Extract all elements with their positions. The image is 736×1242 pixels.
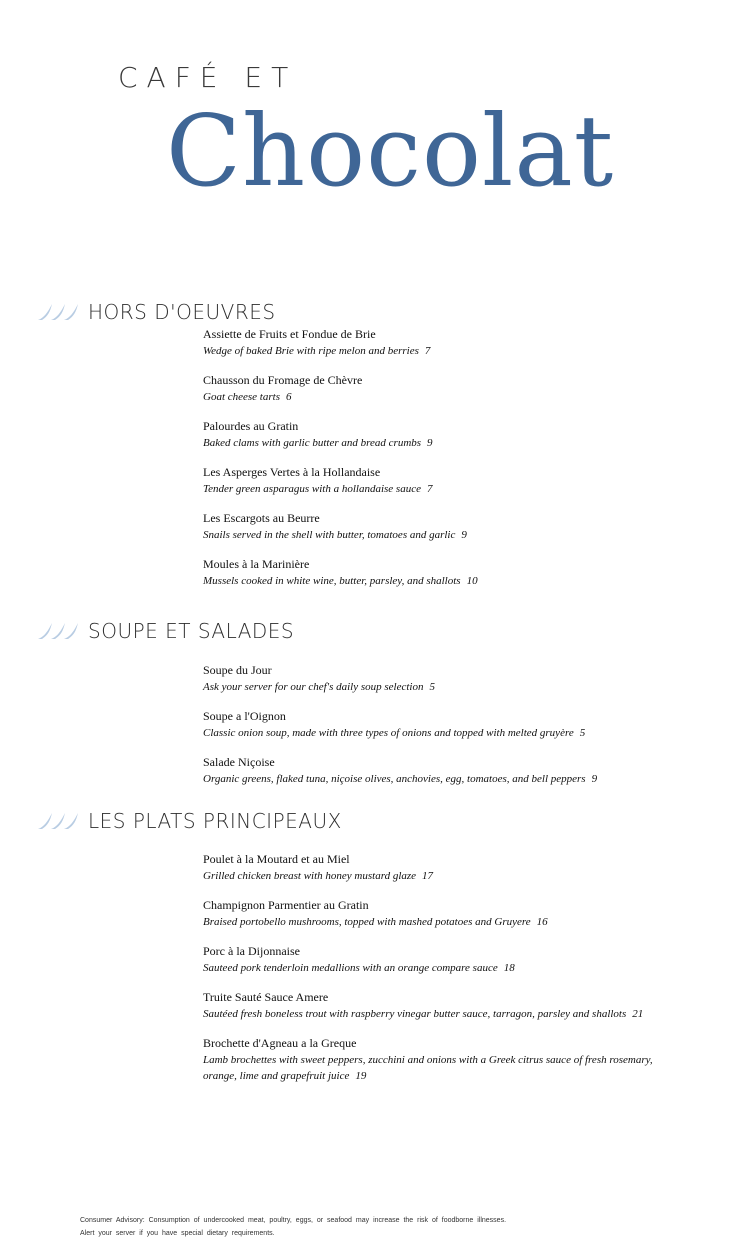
item-desc-text: Tender green asparagus with a hollandaise sauce: [203, 483, 421, 495]
item-price: 16: [536, 916, 548, 928]
menu-item: [203, 556, 673, 589]
item-desc-text: Organic greens, flaked tuna, niçoise olives, anchovies, egg, tomatoes, and bell peppers: [203, 773, 586, 785]
item-price: 18: [503, 962, 515, 974]
item-desc-text: Wedge of baked Brie with ripe melon and berries: [203, 345, 419, 357]
section-header: [36, 808, 716, 834]
section-header: [36, 618, 716, 644]
item-price: 6: [285, 391, 292, 403]
item-description: [203, 1052, 673, 1084]
section-items-les-plats-principeaux: [203, 851, 673, 1097]
item-description: [203, 481, 673, 497]
item-name: Soupe a l'Oignon: [203, 709, 286, 723]
item-name: Palourdes au Gratin: [203, 419, 299, 433]
section-title: HORS D'OEUVRES: [88, 300, 276, 324]
advisory-line-1: Consumer Advisory: Consumption of undercooked meat, poultry, eggs, or seafood may increase the risk of foodborne illnesses.: [80, 1217, 507, 1224]
item-desc-text: Grilled chicken breast with honey mustard glaze: [203, 870, 417, 882]
item-name: Champignon Parmentier au Gratin: [203, 898, 369, 912]
item-price: 9: [591, 773, 598, 785]
item-name: Moules à la Marinière: [203, 557, 310, 571]
item-name: Les Asperges Vertes à la Hollandaise: [203, 465, 381, 479]
item-description: [203, 914, 673, 930]
section-header: [36, 299, 716, 325]
item-name: Poulet à la Moutard et au Miel: [203, 852, 350, 866]
menu-item: [203, 989, 673, 1022]
item-description: [203, 725, 673, 741]
item-price: 17: [422, 870, 434, 882]
section-title: LES PLATS PRINCIPEAUX: [88, 809, 342, 833]
item-price: 7: [424, 345, 431, 357]
item-price: 5: [429, 681, 435, 693]
item-description: [203, 1006, 673, 1022]
wave-ornament-icon: [36, 621, 86, 641]
item-price: 21: [632, 1008, 644, 1020]
item-description: [203, 771, 673, 787]
menu-item: [203, 662, 673, 695]
item-price: 19: [355, 1070, 367, 1082]
menu-title: Chocolat: [166, 95, 615, 209]
section-items-soupe-et-salades: [203, 662, 673, 800]
item-desc-text: Sautéed fresh boneless trout with raspberry vinegar butter sauce, tarragon, parsley and shallots: [203, 1008, 627, 1020]
item-name: Assiette de Fruits et Fondue de Brie: [203, 327, 376, 341]
item-price: 9: [461, 529, 467, 541]
item-name: Truite Sauté Sauce Amere: [203, 990, 329, 1004]
item-description: [203, 343, 673, 359]
item-desc-text: Goat cheese tarts: [203, 391, 280, 403]
item-desc-text: Lamb brochettes with sweet peppers, zucchini and onions with a Greek citrus sauce of fresh rosemary, orange, lime and grapefruit juice: [203, 1054, 653, 1082]
wave-ornament-icon: [36, 811, 86, 831]
item-desc-text: Ask your server for our chef's daily soup selection: [203, 681, 424, 693]
section-items-hors-doeuvres: [203, 326, 673, 602]
menu-item: [203, 851, 673, 884]
menu-item: [203, 1035, 673, 1084]
item-description: [203, 868, 673, 884]
item-name: Brochette d'Agneau a la Greque: [203, 1036, 357, 1050]
menu-item: [203, 510, 673, 543]
item-name: Salade Niçoise: [203, 755, 275, 769]
item-price: 5: [579, 727, 586, 739]
item-desc-text: Baked clams with garlic butter and bread crumbs: [203, 437, 422, 449]
item-description: [203, 679, 673, 695]
menu-item: [203, 897, 673, 930]
consumer-advisory: [80, 1214, 506, 1240]
item-description: [203, 960, 673, 976]
item-description: [203, 573, 673, 589]
item-description: [203, 527, 673, 543]
menu-item: [203, 464, 673, 497]
section-hors-doeuvres: [36, 299, 716, 325]
item-name: Soupe du Jour: [203, 663, 272, 677]
menu-item: [203, 418, 673, 451]
item-desc-text: Snails served in the shell with butter, tomatoes and garlic: [203, 529, 456, 541]
item-name: Chausson du Fromage de Chèvre: [203, 373, 363, 387]
item-desc-text: Classic onion soup, made with three types of onions and topped with melted gruyère: [203, 727, 574, 739]
item-description: [203, 435, 673, 451]
section-title: SOUPE ET SALADES: [88, 619, 295, 643]
item-description: [203, 389, 673, 405]
section-les-plats-principeaux: [36, 808, 716, 834]
advisory-line-2: Alert your server if you have special dietary requirements.: [80, 1230, 275, 1237]
menu-item: [203, 943, 673, 976]
item-name: Les Escargots au Beurre: [203, 511, 320, 525]
item-desc-text: Braised portobello mushrooms, topped with mashed potatoes and Gruyere: [203, 916, 531, 928]
cafe-et-subtitle: CAFÉ ET: [118, 61, 298, 94]
menu-item: [203, 372, 673, 405]
menu-item: [203, 326, 673, 359]
item-desc-text: Mussels cooked in white wine, butter, parsley, and shallots: [203, 575, 461, 587]
item-desc-text: Sauteed pork tenderloin medallions with an orange compare sauce: [203, 962, 498, 974]
item-name: Porc à la Dijonnaise: [203, 944, 300, 958]
menu-item: [203, 754, 673, 787]
item-price: 7: [426, 483, 433, 495]
item-price: 10: [466, 575, 478, 587]
item-price: 9: [427, 437, 433, 449]
menu-item: [203, 708, 673, 741]
wave-ornament-icon: [36, 302, 86, 322]
section-soupe-et-salades: [36, 618, 716, 644]
